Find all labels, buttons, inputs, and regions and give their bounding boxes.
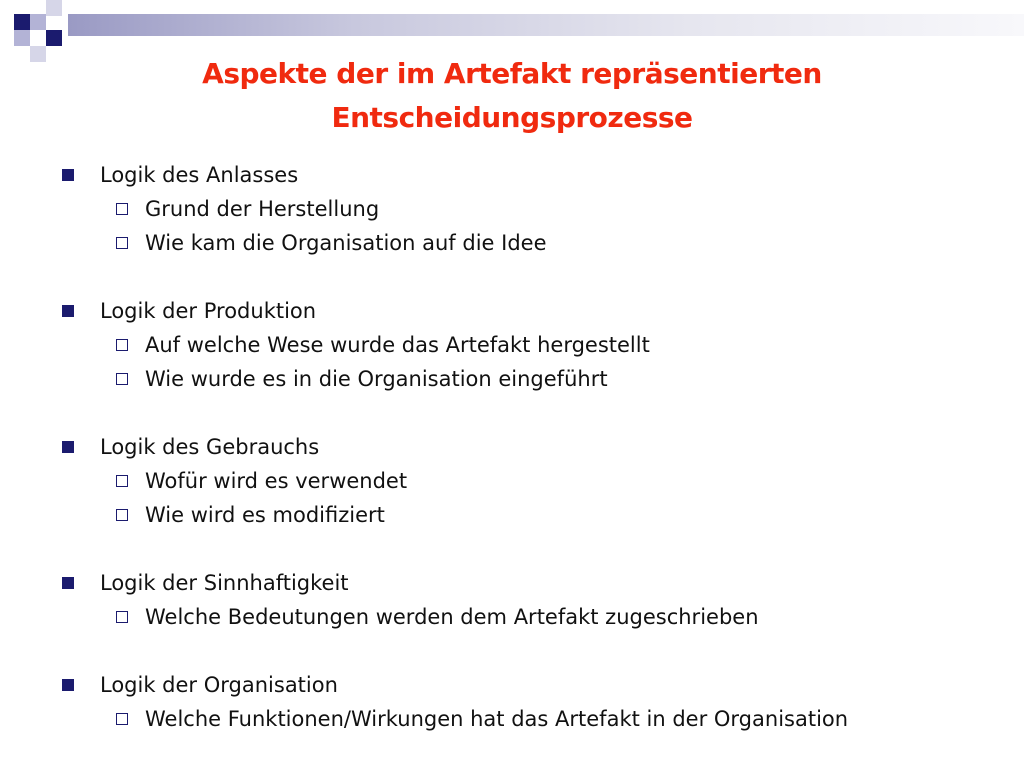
deco-square-navy-icon xyxy=(14,14,30,30)
section-heading: Logik der Sinnhaftigkeit xyxy=(100,571,349,595)
sub-item-text: Welche Bedeutungen werden dem Artefakt zugeschrieben xyxy=(145,605,759,629)
deco-square-navy-icon xyxy=(46,30,62,46)
sub-list-item xyxy=(60,600,1000,634)
sub-list-item xyxy=(60,362,1000,396)
spacer xyxy=(60,396,1000,430)
section-heading: Logik des Anlasses xyxy=(100,163,299,187)
sub-item-text: Wie kam die Organisation auf die Idee xyxy=(145,231,547,255)
hollow-square-bullet-icon xyxy=(116,237,128,249)
header-decoration xyxy=(0,0,1024,52)
hollow-square-bullet-icon xyxy=(116,339,128,351)
sub-item-text: Wie wird es modifiziert xyxy=(145,503,385,527)
sub-item-text: Grund der Herstellung xyxy=(145,197,380,221)
list-item xyxy=(60,430,1000,464)
deco-square-lavender-icon xyxy=(30,14,46,30)
spacer xyxy=(60,634,1000,668)
filled-square-bullet-icon xyxy=(62,577,74,589)
spacer xyxy=(60,260,1000,294)
filled-square-bullet-icon xyxy=(62,441,74,453)
sub-list-item xyxy=(60,226,1000,260)
deco-square-lavender-icon xyxy=(14,30,30,46)
bullet-list xyxy=(60,158,1000,736)
section-heading: Logik der Organisation xyxy=(100,673,338,697)
sub-item-text: Auf welche Wese wurde das Artefakt hergestellt xyxy=(145,333,650,357)
hollow-square-bullet-icon xyxy=(116,713,128,725)
hollow-square-bullet-icon xyxy=(116,475,128,487)
hollow-square-bullet-icon xyxy=(116,611,128,623)
sub-item-text: Wofür wird es verwendet xyxy=(145,469,408,493)
sub-item-text: Welche Funktionen/Wirkungen hat das Artefakt in der Organisation xyxy=(145,707,849,731)
sub-list-item xyxy=(60,498,1000,532)
slide-title xyxy=(120,52,904,140)
sub-list-item xyxy=(60,192,1000,226)
title-line-1: Aspekte der im Artefakt repräsentierten xyxy=(202,57,822,90)
list-item xyxy=(60,294,1000,328)
hollow-square-bullet-icon xyxy=(116,509,128,521)
hollow-square-bullet-icon xyxy=(116,373,128,385)
section-heading: Logik des Gebrauchs xyxy=(100,435,320,459)
filled-square-bullet-icon xyxy=(62,169,74,181)
sub-list-item xyxy=(60,702,1000,736)
list-item xyxy=(60,668,1000,702)
filled-square-bullet-icon xyxy=(62,679,74,691)
section-heading: Logik der Produktion xyxy=(100,299,317,323)
list-item xyxy=(60,566,1000,600)
sub-list-item xyxy=(60,328,1000,362)
header-gradient-bar xyxy=(68,14,1024,36)
filled-square-bullet-icon xyxy=(62,305,74,317)
deco-square-pale-icon xyxy=(30,46,46,62)
sub-list-item xyxy=(60,464,1000,498)
list-item xyxy=(60,158,1000,192)
spacer xyxy=(60,532,1000,566)
sub-item-text: Wie wurde es in die Organisation eingeführt xyxy=(145,367,608,391)
deco-square-pale-icon xyxy=(46,0,62,16)
title-line-2: Entscheidungsprozesse xyxy=(331,101,693,134)
hollow-square-bullet-icon xyxy=(116,203,128,215)
